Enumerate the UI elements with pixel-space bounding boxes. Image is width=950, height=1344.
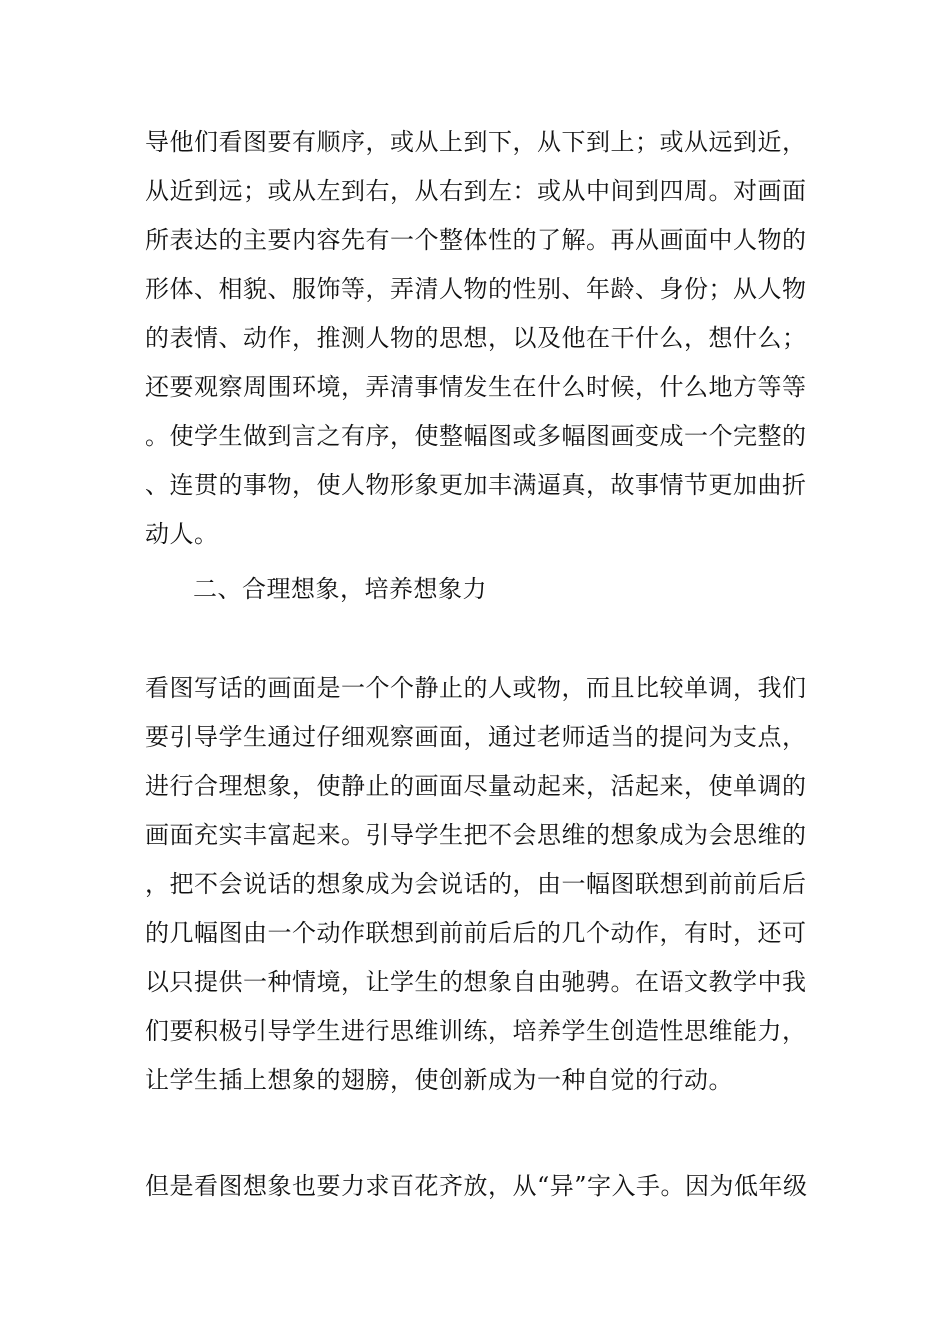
text-line: 、连贯的事物，使人物形象更加丰满逼真，故事情节更加曲折 (145, 471, 807, 499)
text-line: 的几幅图由一个动作联想到前前后后的几个动作，有时，还可 (145, 919, 807, 947)
text-line: 进行合理想象，使静止的画面尽量动起来，活起来，使单调的 (145, 772, 807, 800)
text-line: 看图写话的画面是一个个静止的人或物，而且比较单调，我们 (145, 674, 807, 702)
text-line: 要引导学生通过仔细观察画面，通过老师适当的提问为支点， (145, 723, 807, 751)
text-line: 所表达的主要内容先有一个整体性的了解。再从画面中人物的 (145, 226, 807, 254)
text-line: ，把不会说话的想象成为会说话的，由一幅图联想到前前后后 (145, 870, 807, 898)
text-line: 。使学生做到言之有序，使整幅图或多幅图画变成一个完整的 (145, 422, 807, 450)
text-line: 画面充实丰富起来。引导学生把不会思维的想象成为会思维的 (145, 821, 807, 849)
section-heading (193, 565, 853, 614)
text-line: 的表情、动作，推测人物的思想，以及他在干什么，想什么； (145, 324, 807, 352)
text-line: 以只提供一种情境，让学生的想象自由驰骋。在语文教学中我 (145, 968, 807, 996)
text-line: 导他们看图要有顺序，或从上到下，从下到上；或从远到近， (145, 128, 807, 156)
heading-text: 二、合理想象，培养想象力 (193, 575, 487, 603)
text-line: 形体、相貌、服饰等，弄清人物的性别、年龄、身份；从人物 (145, 275, 807, 303)
text-line: 们要积极引导学生进行思维训练，培养学生创造性思维能力， (145, 1017, 807, 1045)
text-line: 动人。 (145, 520, 219, 548)
text-line: 从近到远；或从左到右，从右到左：或从中间到四周。对画面 (145, 177, 807, 205)
text-line: 还要观察周围环境，弄清事情发生在什么时候，什么地方等等 (145, 373, 807, 401)
text-line: 让学生插上想象的翅膀，使创新成为一种自觉的行动。 (145, 1066, 733, 1094)
text-line: 但是看图想象也要力求百花齐放，从“异”字入手。因为低年级 (145, 1172, 808, 1200)
paragraph-imagination (145, 664, 805, 1105)
paragraph-diversity (145, 1162, 808, 1211)
paragraph-observation-order (145, 118, 805, 559)
